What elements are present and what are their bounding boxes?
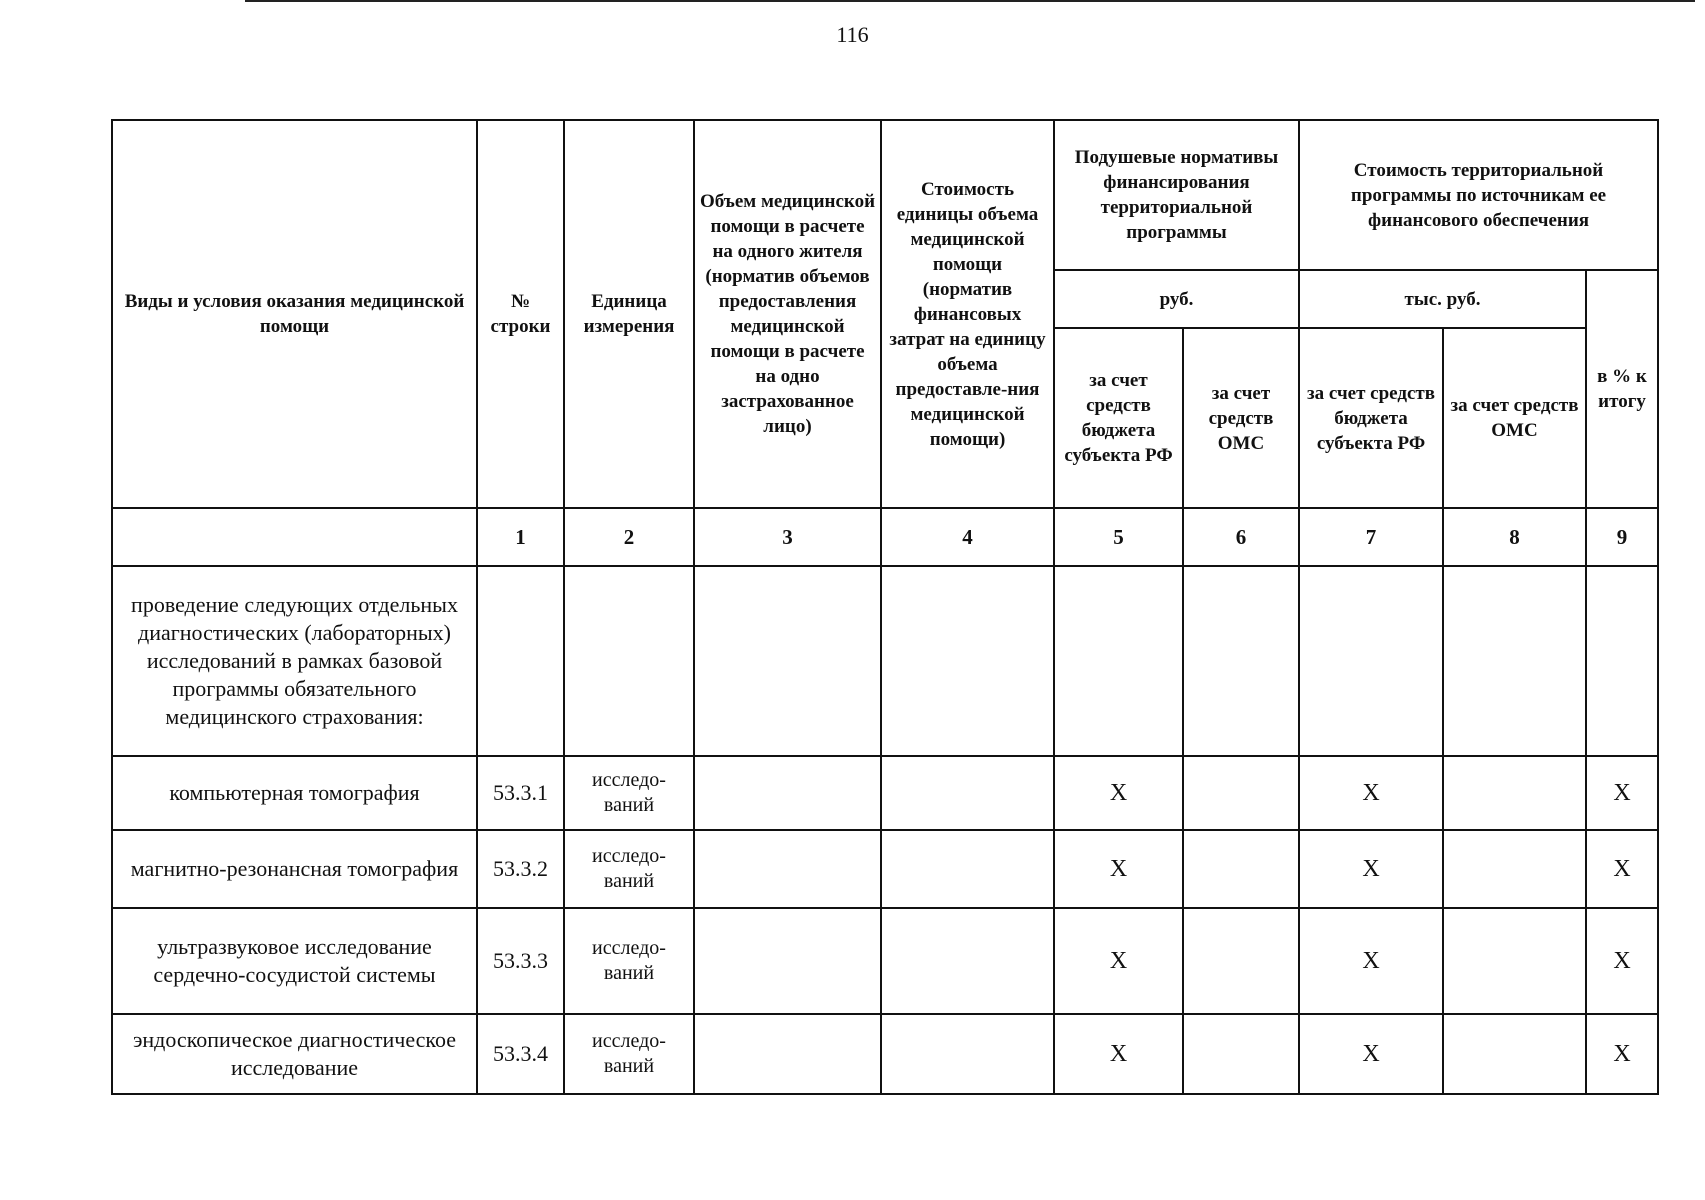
header-volume: Объем медицинской помощи в расчете на одного жителя (норматив объемов предоставления медицинской помощи в расчете на одно застрахованное лицо) — [694, 120, 881, 508]
top-border-rule — [245, 0, 1695, 2]
table-row — [112, 908, 1658, 1014]
cell-budget-thousand: Х — [1299, 756, 1443, 830]
cell-volume — [694, 566, 881, 756]
table-row — [112, 830, 1658, 908]
cell-budget-rub: Х — [1054, 908, 1183, 1014]
row-number — [477, 566, 564, 756]
row-unit: исследо-ваний — [564, 1014, 694, 1094]
row-name: ультразвуковое исследование сердечно-сосудистой системы — [112, 908, 477, 1014]
cell-percent: Х — [1586, 1014, 1658, 1094]
table-header — [112, 120, 1658, 566]
header-budget-subject: за счет средств бюджета субъекта РФ — [1054, 328, 1183, 508]
table-row — [112, 756, 1658, 830]
row-number: 53.3.3 — [477, 908, 564, 1014]
column-number: 9 — [1586, 508, 1658, 566]
cell-percent: Х — [1586, 830, 1658, 908]
cell-oms-thousand — [1443, 756, 1586, 830]
cell-oms-thousand — [1443, 908, 1586, 1014]
cell-budget-rub — [1054, 566, 1183, 756]
header-unit-cost: Стоимость единицы объема медицинской помощи (норматив финансовых затрат на единицу объема предоставле-ния медицинской помощи) — [881, 120, 1054, 508]
row-number: 53.3.4 — [477, 1014, 564, 1094]
row-unit: исследо-ваний — [564, 830, 694, 908]
header-oms-funds-2: за счет средств ОМС — [1443, 328, 1586, 508]
cell-budget-thousand: Х — [1299, 908, 1443, 1014]
header-oms-funds: за счет средств ОМС — [1183, 328, 1299, 508]
header-rub: руб. — [1054, 270, 1299, 328]
row-name: эндоскопическое диагностическое исследование — [112, 1014, 477, 1094]
cell-unit-cost — [881, 830, 1054, 908]
cell-budget-rub: Х — [1054, 830, 1183, 908]
cell-budget-rub: Х — [1054, 756, 1183, 830]
cell-volume — [694, 830, 881, 908]
column-number-blank — [112, 508, 477, 566]
cell-oms-rub — [1183, 908, 1299, 1014]
column-number: 2 — [564, 508, 694, 566]
cell-unit-cost — [881, 1014, 1054, 1094]
column-number: 1 — [477, 508, 564, 566]
row-unit: исследо-ваний — [564, 908, 694, 1014]
funding-table — [111, 119, 1659, 1095]
cell-oms-rub — [1183, 566, 1299, 756]
cell-oms-rub — [1183, 830, 1299, 908]
cell-volume — [694, 1014, 881, 1094]
row-number: 53.3.1 — [477, 756, 564, 830]
header-unit: Единица измерения — [564, 120, 694, 508]
cell-budget-thousand — [1299, 566, 1443, 756]
page-number: 116 — [836, 22, 869, 47]
header-per-capita-norms: Подушевые нормативы финансирования территориальной программы — [1054, 120, 1299, 270]
cell-budget-thousand: Х — [1299, 1014, 1443, 1094]
cell-oms-thousand — [1443, 830, 1586, 908]
row-name: проведение следующих отдельных диагностических (лабораторных) исследований в рамках базовой программы обязательного медицинского страхования: — [112, 566, 477, 756]
row-unit — [564, 566, 694, 756]
row-unit: исследо-ваний — [564, 756, 694, 830]
column-number: 5 — [1054, 508, 1183, 566]
cell-oms-thousand — [1443, 1014, 1586, 1094]
header-percent-of-total: в % к итогу — [1586, 270, 1658, 508]
cell-volume — [694, 908, 881, 1014]
column-number: 6 — [1183, 508, 1299, 566]
header-row-number: № строки — [477, 120, 564, 508]
header-thousand-rub: тыс. руб. — [1299, 270, 1586, 328]
header-program-cost: Стоимость территориальной программы по источникам ее финансового обеспечения — [1299, 120, 1658, 270]
cell-unit-cost — [881, 756, 1054, 830]
cell-budget-rub: Х — [1054, 1014, 1183, 1094]
column-number: 8 — [1443, 508, 1586, 566]
cell-percent — [1586, 566, 1658, 756]
column-number: 7 — [1299, 508, 1443, 566]
column-number: 4 — [881, 508, 1054, 566]
cell-percent: Х — [1586, 908, 1658, 1014]
cell-unit-cost — [881, 566, 1054, 756]
row-name: компьютерная томография — [112, 756, 477, 830]
cell-oms-rub — [1183, 756, 1299, 830]
header-types-of-care: Виды и условия оказания медицинской помощи — [112, 120, 477, 508]
row-number: 53.3.2 — [477, 830, 564, 908]
column-number-row — [112, 508, 1658, 566]
cell-oms-thousand — [1443, 566, 1586, 756]
cell-percent: Х — [1586, 756, 1658, 830]
column-number: 3 — [694, 508, 881, 566]
table-row — [112, 1014, 1658, 1094]
row-name: магнитно-резонансная томография — [112, 830, 477, 908]
cell-unit-cost — [881, 908, 1054, 1014]
table-body — [112, 566, 1658, 1094]
cell-oms-rub — [1183, 1014, 1299, 1094]
cell-budget-thousand: Х — [1299, 830, 1443, 908]
header-budget-subject-rf: за счет средств бюджета субъекта РФ — [1299, 328, 1443, 508]
table-row — [112, 566, 1658, 756]
cell-volume — [694, 756, 881, 830]
